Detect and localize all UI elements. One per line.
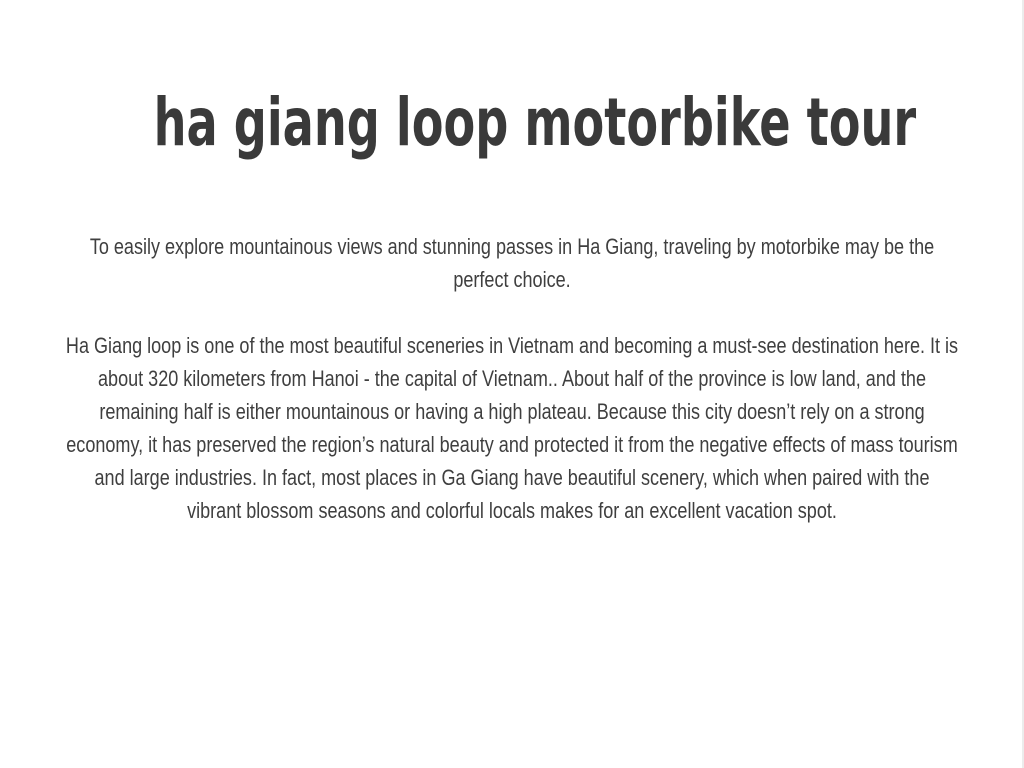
page-title: ha giang loop motorbike tour	[153, 84, 917, 161]
body-text	[66, 230, 958, 560]
intro-paragraph: To easily explore mountainous views and stunning passes in Ha Giang, traveling by motorbike may be the perfect choice.	[89, 234, 935, 292]
description-paragraph: Ha Giang loop is one of the most beautiful sceneries in Vietnam and becoming a must-see destination here. It is about 320 kilometers from Hanoi - the capital of Vietnam.. About half of the province is low land, and the remaining half is either mountainous or having a high plateau. Because this city doesn’t rely on a strong economy, it has preserved the region’s natural beauty and protected it from the negative effects of mass tourism and large industries. In fact, most places in Ga Giang have beautiful scenery, which when paired with the vibrant blossom seasons and colorful locals makes for an excellent vacation spot.	[65, 333, 959, 523]
